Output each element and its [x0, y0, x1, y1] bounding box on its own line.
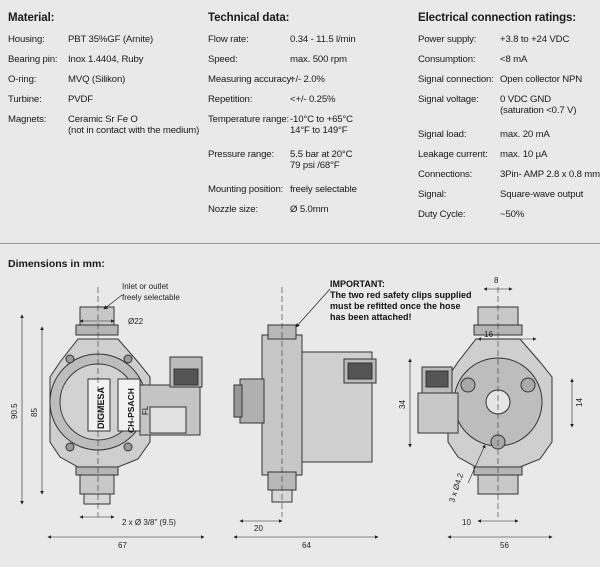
dim-16: 16: [484, 330, 493, 339]
electrical-section: [418, 12, 598, 229]
dim-64: 64: [302, 541, 311, 550]
tech-value: 0.34 - 11.5 l/min: [290, 34, 356, 45]
material-value: PBT 35%GF (Arnite): [68, 34, 154, 45]
elec-label: Consumption:: [418, 54, 476, 65]
important-title: IMPORTANT:: [330, 279, 385, 289]
tech-value: freely selectable: [290, 184, 357, 195]
elec-label: Signal voltage:: [418, 94, 479, 105]
elec-label: Leakage current:: [418, 149, 488, 160]
material-label: Bearing pin:: [8, 54, 58, 65]
brand-label: FL: [141, 405, 150, 415]
important-text: has been attached!: [330, 312, 412, 322]
dim-14: 14: [575, 398, 584, 407]
tech-label: Mounting position:: [208, 184, 284, 195]
tech-label: Repetition:: [208, 94, 253, 105]
elec-label: Signal connection:: [418, 74, 494, 85]
material-label: Housing:: [8, 34, 45, 45]
material-section: [8, 12, 198, 138]
elec-label: Connections:: [418, 169, 473, 180]
dim-nozzle: 2 x Ø 3/8" (9.5): [122, 518, 176, 527]
important-text: must be refitted once the hose: [330, 301, 461, 311]
elec-label: Signal:: [418, 189, 447, 200]
inlet-note: freely selectable: [122, 293, 180, 302]
elec-label: Signal load:: [418, 129, 467, 140]
tech-value: +/- 2.0%: [290, 74, 325, 85]
tech-label: Pressure range:: [208, 149, 275, 160]
material-value: MVQ (Silikon): [68, 74, 126, 85]
elec-value: Open collector NPN: [500, 74, 583, 85]
tech-value: <+/- 0.25%: [290, 94, 336, 105]
material-value: Ceramic Sr Fe O (not in contact with the medium): [68, 114, 200, 136]
elec-value: ~50%: [500, 209, 525, 220]
dimensions-title: Dimensions in mm:: [8, 258, 105, 270]
tech-label: Measuring accuracy:: [208, 74, 294, 85]
section-divider: [0, 243, 600, 244]
elec-value: +3.8 to +24 VDC: [500, 34, 570, 45]
tech-value: -10°C to +65°C 14°F to 149°F: [290, 114, 353, 136]
dim-56: 56: [500, 541, 509, 550]
dim-67: 67: [118, 541, 127, 550]
tech-label: Flow rate:: [208, 34, 249, 45]
important-text: The two red safety clips supplied: [330, 290, 472, 300]
technical-section: [208, 12, 398, 224]
dim-8: 8: [494, 276, 499, 285]
back-view: [418, 287, 552, 517]
elec-value: max. 10 µA: [500, 149, 548, 160]
elec-label: Power supply:: [418, 34, 477, 45]
tech-label: Nozzle size:: [208, 204, 258, 215]
material-value: Inox 1.4404, Ruby: [68, 54, 144, 65]
inlet-note: Inlet or outlet: [122, 282, 169, 291]
material-label: O-ring:: [8, 74, 37, 85]
electrical-title: Electrical connection ratings:: [418, 12, 577, 24]
dim-85: 85: [30, 408, 39, 417]
elec-value: Square-wave output: [500, 189, 584, 200]
tech-label: Speed:: [208, 54, 238, 65]
dim-20: 20: [254, 524, 263, 533]
elec-value: <8 mA: [500, 54, 528, 65]
dim-3x: 3 x Ø4.2: [447, 472, 466, 504]
dimension-drawing: [0, 267, 600, 567]
dim-phi22: Ø22: [128, 317, 144, 326]
tech-label: Temperature range:: [208, 114, 290, 125]
material-title: Material:: [8, 12, 55, 24]
tech-value: max. 500 rpm: [290, 54, 347, 65]
dim-90-5: 90.5: [10, 403, 19, 419]
dim-34: 34: [398, 400, 407, 409]
elec-value: max. 20 mA: [500, 129, 550, 140]
technical-title: Technical data:: [208, 12, 290, 24]
brand-label: CH-PSACH: [126, 388, 136, 433]
elec-label: Duty Cycle:: [418, 209, 466, 220]
material-label: Turbine:: [8, 94, 42, 105]
dim-10: 10: [462, 518, 471, 527]
material-value: PVDF: [68, 94, 93, 105]
tech-value: Ø 5.0mm: [290, 204, 329, 215]
elec-value: 0 VDC GND (saturation <0.7 V): [500, 94, 577, 116]
elec-value: 3Pin- AMP 2.8 x 0.8 mm: [500, 169, 600, 180]
tech-value: 5.5 bar at 20°C 79 psi /68°F: [290, 149, 353, 171]
brand-label: DIGMESA: [96, 386, 106, 429]
material-label: Magnets:: [8, 114, 47, 125]
